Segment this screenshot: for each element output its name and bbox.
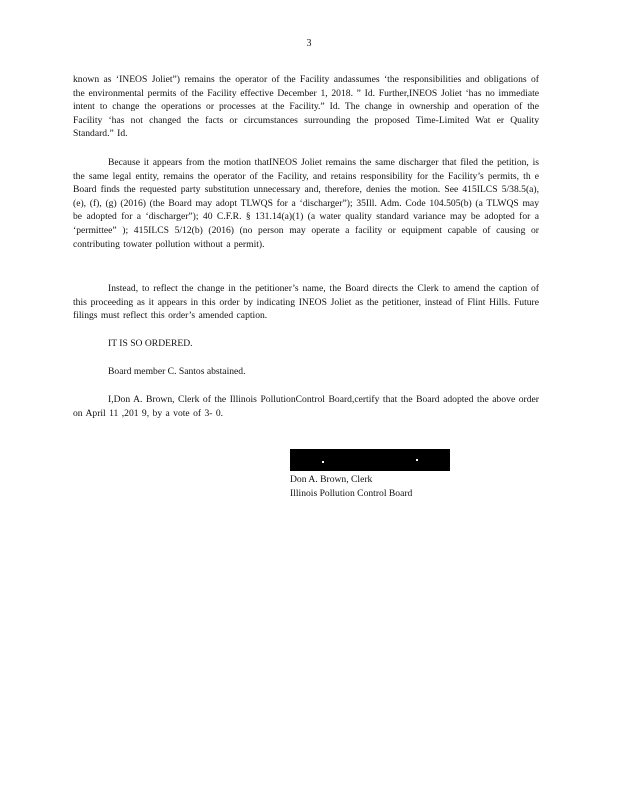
paragraph-motion-denial: Because it appears from the motion thatINEOS Joliet remains the same discharger that filed the petition, is the same legal entity, remains the operator of the Facility, and retains responsibility for the Facility’s permits, th e Board finds the requested party substitution unnecessary and, therefore, denies the motion. See 415ILCS 5/38.5(a), (e), (f), (g) (2016) (the Board may adopt TLWQS for a ‘discharger”); 35Ill. Adm. Code 104.505(b) (a TLWQS may be adopted for a ‘discharger”); 40 C.F.R. § 131.14(a)(1) (a water quality standard variance may be adopted for a ‘permittee” ); 415ILCS 5/12(b) (2016) (no person may operate a facility or equipment capable of causing or contributing towater pollution without a permit).: [73, 157, 539, 250]
signature-block: [290, 473, 412, 501]
signature-mark: [416, 459, 418, 461]
page-number: 3: [306, 38, 312, 49]
signatory-title: Illinois Pollution Control Board: [290, 488, 413, 499]
signature-mark: [322, 461, 324, 463]
clerk-certification: I,Don A. Brown, Clerk of the Illinois PollutionControl Board,certify that the Board adopted the above order on April 11 ,201 9, by a vote of 3- 0.: [73, 394, 539, 419]
paragraph-caption-amendment: Instead, to reflect the change in the petitioner’s name, the Board directs the Clerk to amend the caption of this proceeding as it appears in this order by indicating INEOS Joliet as the petitioner, instead of Flint Hills. Future filings must reflect this order’s amended caption.: [73, 283, 539, 322]
order-statement: IT IS SO ORDERED.: [108, 338, 193, 349]
redacted-signature: [290, 449, 450, 471]
signatory-name: Don A. Brown, Clerk: [290, 474, 373, 485]
paragraph-continuation: known as ‘INEOS Joliet”) remains the operator of the Facility andassumes ‘the responsibilities and obligations of the environmental permits of the Facility effective December 1, 2018. ” Id. Further,INEOS Joliet ‘has no immediate intent to change the operations or processes at the Facility.” Id. The change in ownership and operation of the Facility ‘has not changed the facts or circumstances surrounding the proposed Time-Limited Wat er Quality Standard.” Id.: [73, 74, 539, 140]
abstention-note: Board member C. Santos abstained.: [108, 366, 246, 377]
